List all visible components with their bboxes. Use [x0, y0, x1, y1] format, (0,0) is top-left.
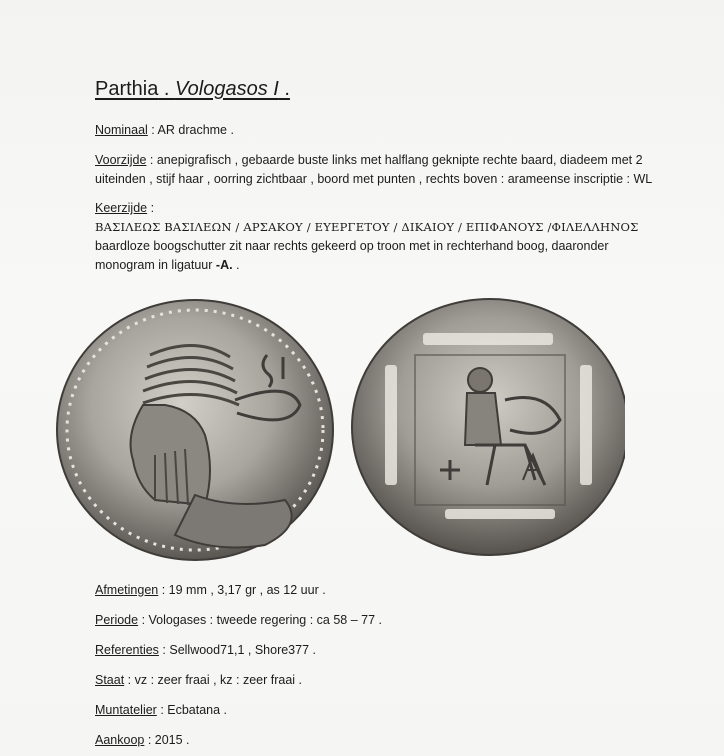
nominaal-value: : AR drachme .	[147, 123, 234, 137]
aankoop-value: : 2015 .	[144, 733, 190, 747]
periode-value: : Vologases : tweede regering : ca 58 – 77 .	[138, 613, 383, 627]
coin-images	[55, 295, 625, 565]
keerzijde-line3a: monogram in ligatuur	[95, 258, 216, 272]
nominaal-label: Nominaal	[95, 123, 148, 137]
keerzijde-greek-legend: ΒΑΣΙΛΕΩΣ ΒΑΣΙΛΕΩΝ / ΑΡΣΑΚΟΥ / ΕΥΕΡΓΕΤΟΥ / ΔΙΚΑΙΟΥ / ΕΠΙΦΑΝΟΥΣ /ΦΙΛΕΛΛΗΝΟΣ	[95, 220, 639, 234]
afmetingen-value: : 19 mm , 3,17 gr , as 12 uur .	[158, 583, 326, 597]
muntatelier-label: Muntatelier	[95, 703, 157, 717]
afmetingen-label: Afmetingen	[95, 583, 159, 597]
field-muntatelier	[95, 701, 227, 720]
voorzijde-line1: : anepigrafisch , gebaarde buste links met halflang geknipte rechte baard, diadeem met 2	[146, 153, 643, 167]
staat-value: : vz : zeer fraai , kz : zeer fraai .	[124, 673, 303, 687]
keerzijde-line2: baardloze boogschutter zit naar rechts gekeerd op troon met in rechterhand boog, daaronder	[95, 239, 609, 253]
field-keerzijde	[95, 199, 638, 275]
field-aankoop	[95, 731, 190, 750]
title-separator: .	[158, 78, 176, 100]
muntatelier-value: : Ecbatana .	[156, 703, 228, 717]
field-staat	[95, 671, 302, 690]
title-ruler: Vologasos I	[175, 78, 279, 100]
field-referenties	[95, 641, 316, 660]
page-title	[95, 78, 290, 101]
field-periode	[95, 611, 382, 630]
field-voorzijde	[95, 151, 652, 189]
reverse-coin-icon	[352, 299, 625, 555]
obverse-coin-icon	[57, 300, 333, 560]
referenties-label: Referenties	[95, 643, 159, 657]
title-end: .	[278, 78, 290, 100]
voorzijde-line2: uiteinden , stijf haar , oorring zichtbaar , boord met punten , rechts boven : arameense inscriptie : WL	[95, 172, 653, 186]
voorzijde-label: Voorzijde	[95, 153, 147, 167]
coin-photographs	[55, 295, 625, 565]
keerzijde-monogram: -A.	[215, 258, 233, 272]
aankoop-label: Aankoop	[95, 733, 145, 747]
title-country: Parthia	[95, 78, 159, 100]
keerzijde-line3c: .	[232, 258, 240, 272]
staat-label: Staat	[95, 673, 125, 687]
keerzijde-label: Keerzijde	[95, 201, 148, 215]
field-nominaal	[95, 121, 234, 140]
keerzijde-suffix: :	[147, 201, 155, 215]
referenties-value: : Sellwood71,1 , Shore377 .	[158, 643, 316, 657]
periode-label: Periode	[95, 613, 139, 627]
field-afmetingen	[95, 581, 326, 600]
